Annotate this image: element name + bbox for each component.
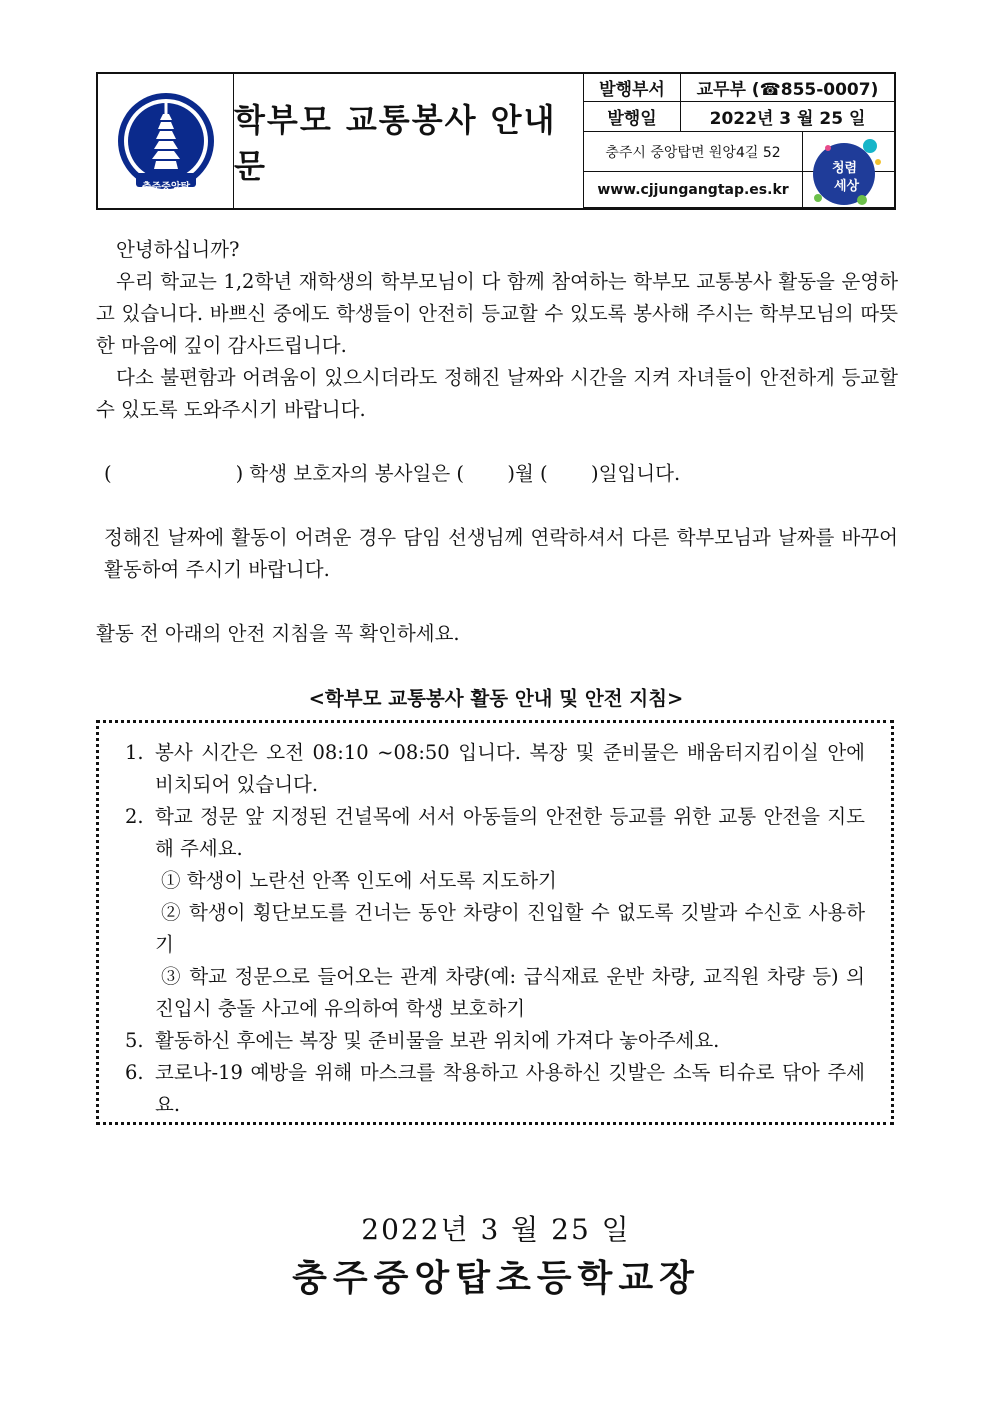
integrity-badge (806, 134, 886, 214)
guide-subitem-number: ③ (161, 965, 182, 988)
title-cell (234, 74, 584, 208)
guide-subitem-number: ② (161, 901, 182, 924)
guide-subitem (125, 897, 865, 961)
guide-subitem-number: ① (161, 869, 181, 892)
paragraph-4: 활동 전 아래의 안전 지침을 꼭 확인하세요. (96, 622, 460, 645)
guide-item (125, 1025, 865, 1057)
logo-caption: 충주중앙탑 (141, 182, 191, 193)
guide-subitem-text: 학교 정문으로 들어오는 관계 차량(예: 급식재료 운반 차량, 교직원 차량 등) 의 진입시 충돌 사고에 유의하여 학생 보호하기 (155, 965, 865, 1020)
guide-box (96, 720, 894, 1125)
guide-item-text: 봉사 시간은 오전 08:10 ~08:50 입니다. 복장 및 준비물은 배움터지킴이실 안에 비치되어 있습니다. (155, 741, 865, 796)
guide-subitem-text: 학생이 노란선 안쪽 인도에 서도록 지도하기 (186, 869, 557, 892)
letter-body (96, 234, 898, 650)
guide-item-number: 6. (125, 1061, 144, 1084)
paragraph-1: 우리 학교는 1,2학년 재학생의 학부모님이 다 함께 참여하는 학부모 교통봉사 활동을 운영하고 있습니다. 바쁘신 중에도 학생들이 안전히 등교할 수 있도록 봉사해 주시는 학부모님의 따뜻한 마음에 깊이 감사드립니다. (96, 270, 898, 357)
guide-item-number: 1. (125, 741, 144, 764)
guide-item (125, 1057, 865, 1121)
guide-item-text: 학교 정문 앞 지정된 건널목에 서서 아동들의 안전한 등교를 위한 교통 안전을 지도해 주세요. (155, 805, 865, 860)
publisher-label: 발행부서 (584, 74, 681, 101)
publisher-row (584, 74, 894, 102)
integrity-badge-icon (806, 134, 886, 210)
school-address: 충주시 중앙탑면 원앙4길 52 (584, 132, 803, 171)
date-label: 발행일 (584, 102, 681, 131)
principal-signature: 충주중앙탑초등학교장 (292, 1257, 700, 1299)
guide-subitem-text: 학생이 횡단보도를 건너는 동안 차량이 진입할 수 없도록 깃발과 수신호 사용하기 (155, 901, 865, 956)
paragraph-3: 정해진 날짜에 활동이 어려운 경우 담임 선생님께 연락하셔서 다른 학부모님과 날짜를 바꾸어 활동하여 주시기 바랍니다. (104, 526, 898, 581)
school-website[interactable]: www.cjjungangtap.es.kr (584, 172, 803, 207)
footer-date: 2022년 3 월 25 일 (361, 1213, 631, 1246)
document-title: 학부모 교통봉사 안내문 (234, 101, 557, 185)
guide-item-text: 코로나-19 예방을 위해 마스크를 착용하고 사용하신 깃발은 소독 티슈로 닦아 주세요. (155, 1061, 865, 1116)
guide-item-text: 활동하신 후에는 복장 및 준비물을 보관 위치에 가져다 놓아주세요. (155, 1029, 720, 1052)
guide-title: <학부모 교통봉사 활동 안내 및 안전 지침> (308, 687, 684, 710)
guide-item (125, 737, 865, 801)
guide-subitem (125, 961, 865, 1025)
date-value: 2022년 3 월 25 일 (709, 109, 866, 129)
guide-item (125, 801, 865, 865)
greeting: 안녕하십니까? (116, 238, 240, 261)
guide-item-number: 5. (125, 1029, 144, 1052)
guide-subitem (125, 865, 865, 897)
guide-item-number: 2. (125, 805, 144, 828)
badge-text-bottom: 세상 (834, 179, 860, 194)
fill-in-line: ( ) 학생 보호자의 봉사일은 ( )월 ( )일입니다. (104, 462, 681, 485)
badge-text-top: 청렴 (832, 161, 858, 176)
publisher-value: 교무부 (☎855-0007) (696, 80, 879, 100)
date-row (584, 102, 894, 132)
document-header (96, 72, 896, 210)
info-cell (584, 74, 894, 208)
paragraph-2: 다소 불편함과 어려움이 있으시더라도 정해진 날짜와 시간을 지켜 자녀들이 안전하게 등교할 수 있도록 도와주시기 바랍니다. (96, 366, 898, 421)
school-logo-cell (98, 74, 234, 208)
